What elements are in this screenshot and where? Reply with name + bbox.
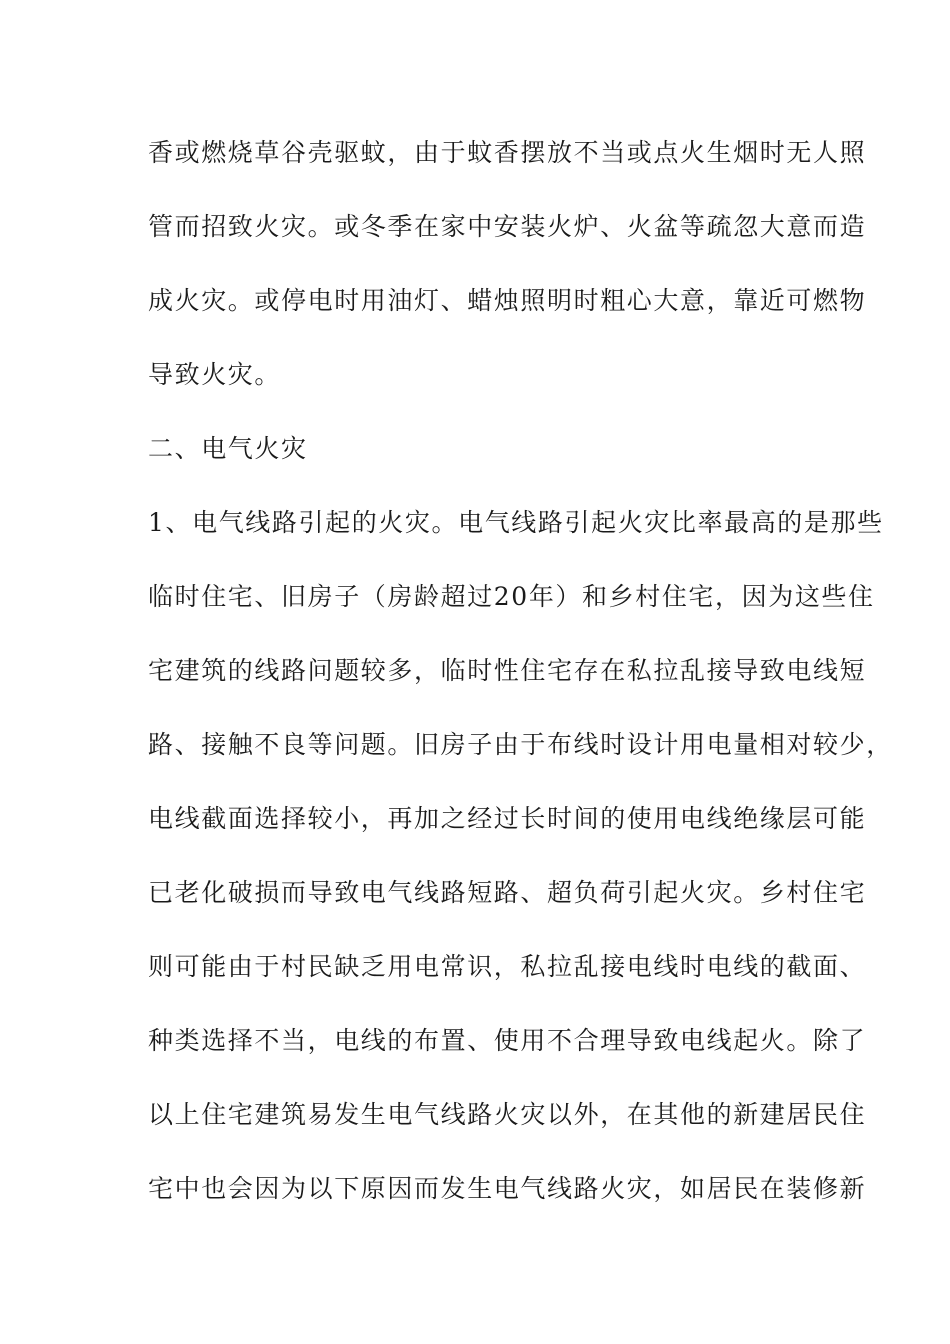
text-line: 管而招致火灾。或冬季在家中安装火炉、火盆等疏忽大意而造 xyxy=(148,212,867,241)
section-heading: 二、电气火灾 xyxy=(148,434,308,463)
text-line: 种类选择不当，电线的布置、使用不合理导致电线起火。除了 xyxy=(148,1026,867,1055)
body-text xyxy=(148,132,893,1242)
text-line: 以上住宅建筑易发生电气线路火灾以外，在其他的新建居民住 xyxy=(148,1100,867,1129)
text-line: 导致火灾。 xyxy=(148,360,282,389)
text-line: 香或燃烧草谷壳驱蚊，由于蚊香摆放不当或点火生烟时无人照 xyxy=(148,138,867,167)
text-line: 临时住宅、旧房子（房龄超过20年）和乡村住宅，因为这些住 xyxy=(148,582,875,611)
text-line: 成火灾。或停电时用油灯、蜡烛照明时粗心大意，靠近可燃物 xyxy=(148,286,867,315)
text-line: 路、接触不良等问题。旧房子由于布线时设计用电量相对较少， xyxy=(148,730,893,759)
text-line: 宅建筑的线路问题较多，临时性住宅存在私拉乱接导致电线短 xyxy=(148,656,867,685)
text-line: 宅中也会因为以下原因而发生电气线路火灾，如居民在装修新 xyxy=(148,1174,867,1203)
text-line: 已老化破损而导致电气线路短路、超负荷引起火灾。乡村住宅 xyxy=(148,878,867,907)
text-line: 则可能由于村民缺乏用电常识，私拉乱接电线时电线的截面、 xyxy=(148,952,867,981)
text-line: 电线截面选择较小，再加之经过长时间的使用电线绝缘层可能 xyxy=(148,804,867,833)
text-line: 1、电气线路引起的火灾。电气线路引起火灾比率最高的是那些 xyxy=(148,508,884,537)
